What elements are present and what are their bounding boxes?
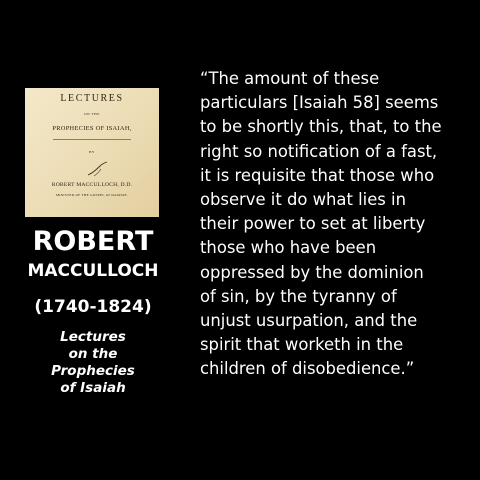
book-cover-image: [25, 88, 159, 217]
quote-line: observe it do what lies in: [200, 190, 406, 210]
book-title-line: on the: [68, 346, 118, 362]
quote-line: “The amount of these: [200, 69, 380, 88]
cover-author: ROBERT MACCULLOCH, D.D.: [51, 182, 133, 188]
book-title-line: Prophecies: [51, 363, 135, 379]
quote-line: right so notification of a fast,: [200, 141, 438, 161]
cover-rule: [53, 139, 131, 140]
cover-on-the: ON THE: [84, 112, 100, 116]
quote-line: to be shortly this, that, to the: [200, 117, 442, 137]
book-title: [20, 329, 166, 397]
author-dates: (1740-1824): [34, 297, 152, 317]
quote-line: it is requisite that those who: [200, 165, 435, 185]
book-title-line: Lectures: [60, 329, 126, 345]
cover-signature-mark: [85, 160, 111, 180]
quote-text: [200, 67, 475, 382]
cover-by: BY: [89, 150, 95, 154]
quote-line: their power to set at liberty: [200, 214, 426, 234]
quote-line: those who have been: [200, 238, 377, 258]
cover-title: LECTURES: [60, 93, 124, 104]
quote-line: oppressed by the dominion: [200, 262, 424, 282]
quote-line: unjust usurpation, and the: [200, 311, 418, 331]
quote-line: spirit that worketh in the: [200, 335, 404, 355]
quote-line: particulars [Isaiah 58] seems: [200, 93, 439, 113]
cover-minister: MINISTER OF THE GOSPEL AT DAIRSIE.: [55, 193, 129, 197]
quote-line: children of disobedience.”: [200, 359, 415, 379]
author-last-name: MACCULLOCH: [27, 261, 159, 281]
book-title-line: of Isaiah: [60, 380, 126, 396]
quote-line: of sin, by the tyranny of: [200, 286, 397, 306]
author-first-name: ROBERT: [32, 226, 154, 257]
cover-subtitle: PROPHECIES OF ISAIAH,: [52, 125, 132, 132]
